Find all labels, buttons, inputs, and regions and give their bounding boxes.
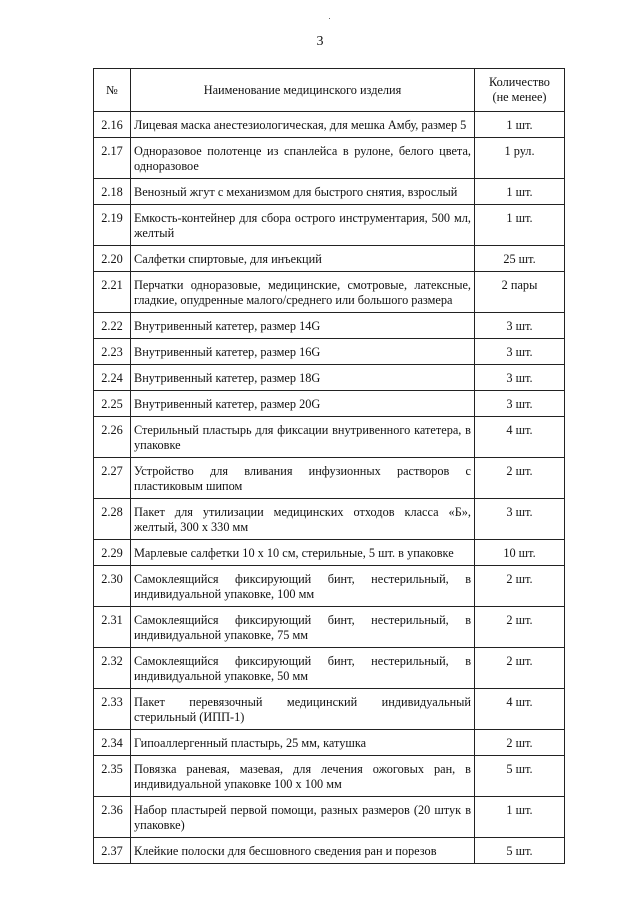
row-number: 2.33 [94,689,131,730]
header-qty-line2: (не менее) [492,90,547,104]
item-quantity: 1 шт. [475,112,565,138]
table-header-row [94,69,565,112]
table-row [94,797,565,838]
header-qty [475,69,565,112]
item-name: Перчатки одноразовые, медицинские, смотровые, латексные, гладкие, опудренные малого/среднего или большого размера [131,272,475,313]
item-name: Емкость-контейнер для сбора острого инструментария, 500 мл, желтый [131,205,475,246]
table-row [94,205,565,246]
header-name: Наименование медицинского изделия [131,69,475,112]
item-name: Лицевая маска анестезиологическая, для мешка Амбу, размер 5 [131,112,475,138]
table-row [94,272,565,313]
item-name: Гипоаллергенный пластырь, 25 мм, катушка [131,730,475,756]
item-name: Самоклеящийся фиксирующий бинт, нестерильный, в индивидуальной упаковке, 50 мм [131,648,475,689]
table-row [94,417,565,458]
table-row [94,458,565,499]
table-row [94,540,565,566]
item-quantity: 4 шт. [475,689,565,730]
row-number: 2.29 [94,540,131,566]
row-number: 2.27 [94,458,131,499]
table-row [94,391,565,417]
item-name: Самоклеящийся фиксирующий бинт, нестерильный, в индивидуальной упаковке, 75 мм [131,607,475,648]
table-row [94,756,565,797]
item-quantity: 5 шт. [475,756,565,797]
item-name: Внутривенный катетер, размер 20G [131,391,475,417]
scan-dot [329,18,330,19]
item-name: Внутривенный катетер, размер 16G [131,339,475,365]
item-name: Набор пластырей первой помощи, разных размеров (20 штук в упаковке) [131,797,475,838]
table-row [94,112,565,138]
item-quantity: 1 шт. [475,797,565,838]
table-row [94,689,565,730]
table-row [94,339,565,365]
row-number: 2.16 [94,112,131,138]
item-quantity: 10 шт. [475,540,565,566]
row-number: 2.34 [94,730,131,756]
row-number: 2.24 [94,365,131,391]
table-row [94,499,565,540]
row-number: 2.26 [94,417,131,458]
table-row [94,566,565,607]
item-quantity: 3 шт. [475,313,565,339]
row-number: 2.31 [94,607,131,648]
item-name: Салфетки спиртовые, для инъекций [131,246,475,272]
table-row [94,648,565,689]
row-number: 2.18 [94,179,131,205]
table-row [94,138,565,179]
row-number: 2.17 [94,138,131,179]
medical-items-table [93,68,565,864]
item-quantity: 25 шт. [475,246,565,272]
table-row [94,730,565,756]
item-quantity: 4 шт. [475,417,565,458]
row-number: 2.19 [94,205,131,246]
item-name: Внутривенный катетер, размер 18G [131,365,475,391]
item-name: Марлевые салфетки 10 x 10 см, стерильные, 5 шт. в упаковке [131,540,475,566]
item-quantity: 2 шт. [475,730,565,756]
table-row [94,838,565,864]
page-number: 3 [316,34,324,49]
row-number: 2.25 [94,391,131,417]
header-num: № [94,69,131,112]
row-number: 2.23 [94,339,131,365]
item-quantity: 3 шт. [475,365,565,391]
table-row [94,365,565,391]
row-number: 2.20 [94,246,131,272]
header-qty-line1: Количество [489,75,550,89]
item-name: Пакет перевязочный медицинский индивидуальный стерильный (ИПП-1) [131,689,475,730]
item-quantity: 3 шт. [475,339,565,365]
item-name: Клейкие полоски для бесшовного сведения ран и порезов [131,838,475,864]
table-row [94,246,565,272]
item-quantity: 2 шт. [475,607,565,648]
table-row [94,179,565,205]
item-quantity: 2 шт. [475,458,565,499]
row-number: 2.28 [94,499,131,540]
row-number: 2.35 [94,756,131,797]
item-quantity: 2 шт. [475,648,565,689]
row-number: 2.21 [94,272,131,313]
item-name: Пакет для утилизации медицинских отходов класса «Б», желтый, 300 x 330 мм [131,499,475,540]
item-quantity: 2 шт. [475,566,565,607]
item-quantity: 3 шт. [475,391,565,417]
row-number: 2.36 [94,797,131,838]
item-quantity: 2 пары [475,272,565,313]
item-name: Стерильный пластырь для фиксации внутривенного катетера, в упаковке [131,417,475,458]
item-quantity: 1 рул. [475,138,565,179]
item-quantity: 1 шт. [475,179,565,205]
item-name: Самоклеящийся фиксирующий бинт, нестерильный, в индивидуальной упаковке, 100 мм [131,566,475,607]
table-body [94,112,565,864]
row-number: 2.37 [94,838,131,864]
item-name: Внутривенный катетер, размер 14G [131,313,475,339]
row-number: 2.32 [94,648,131,689]
item-quantity: 3 шт. [475,499,565,540]
item-name: Устройство для вливания инфузионных растворов с пластиковым шипом [131,458,475,499]
row-number: 2.30 [94,566,131,607]
item-quantity: 5 шт. [475,838,565,864]
item-name: Одноразовое полотенце из спанлейса в рулоне, белого цвета, одноразовое [131,138,475,179]
table-row [94,607,565,648]
item-name: Венозный жгут с механизмом для быстрого снятия, взрослый [131,179,475,205]
item-quantity: 1 шт. [475,205,565,246]
row-number: 2.22 [94,313,131,339]
table-row [94,313,565,339]
item-name: Повязка раневая, мазевая, для лечения ожоговых ран, в индивидуальной упаковке 100 x 100 мм [131,756,475,797]
